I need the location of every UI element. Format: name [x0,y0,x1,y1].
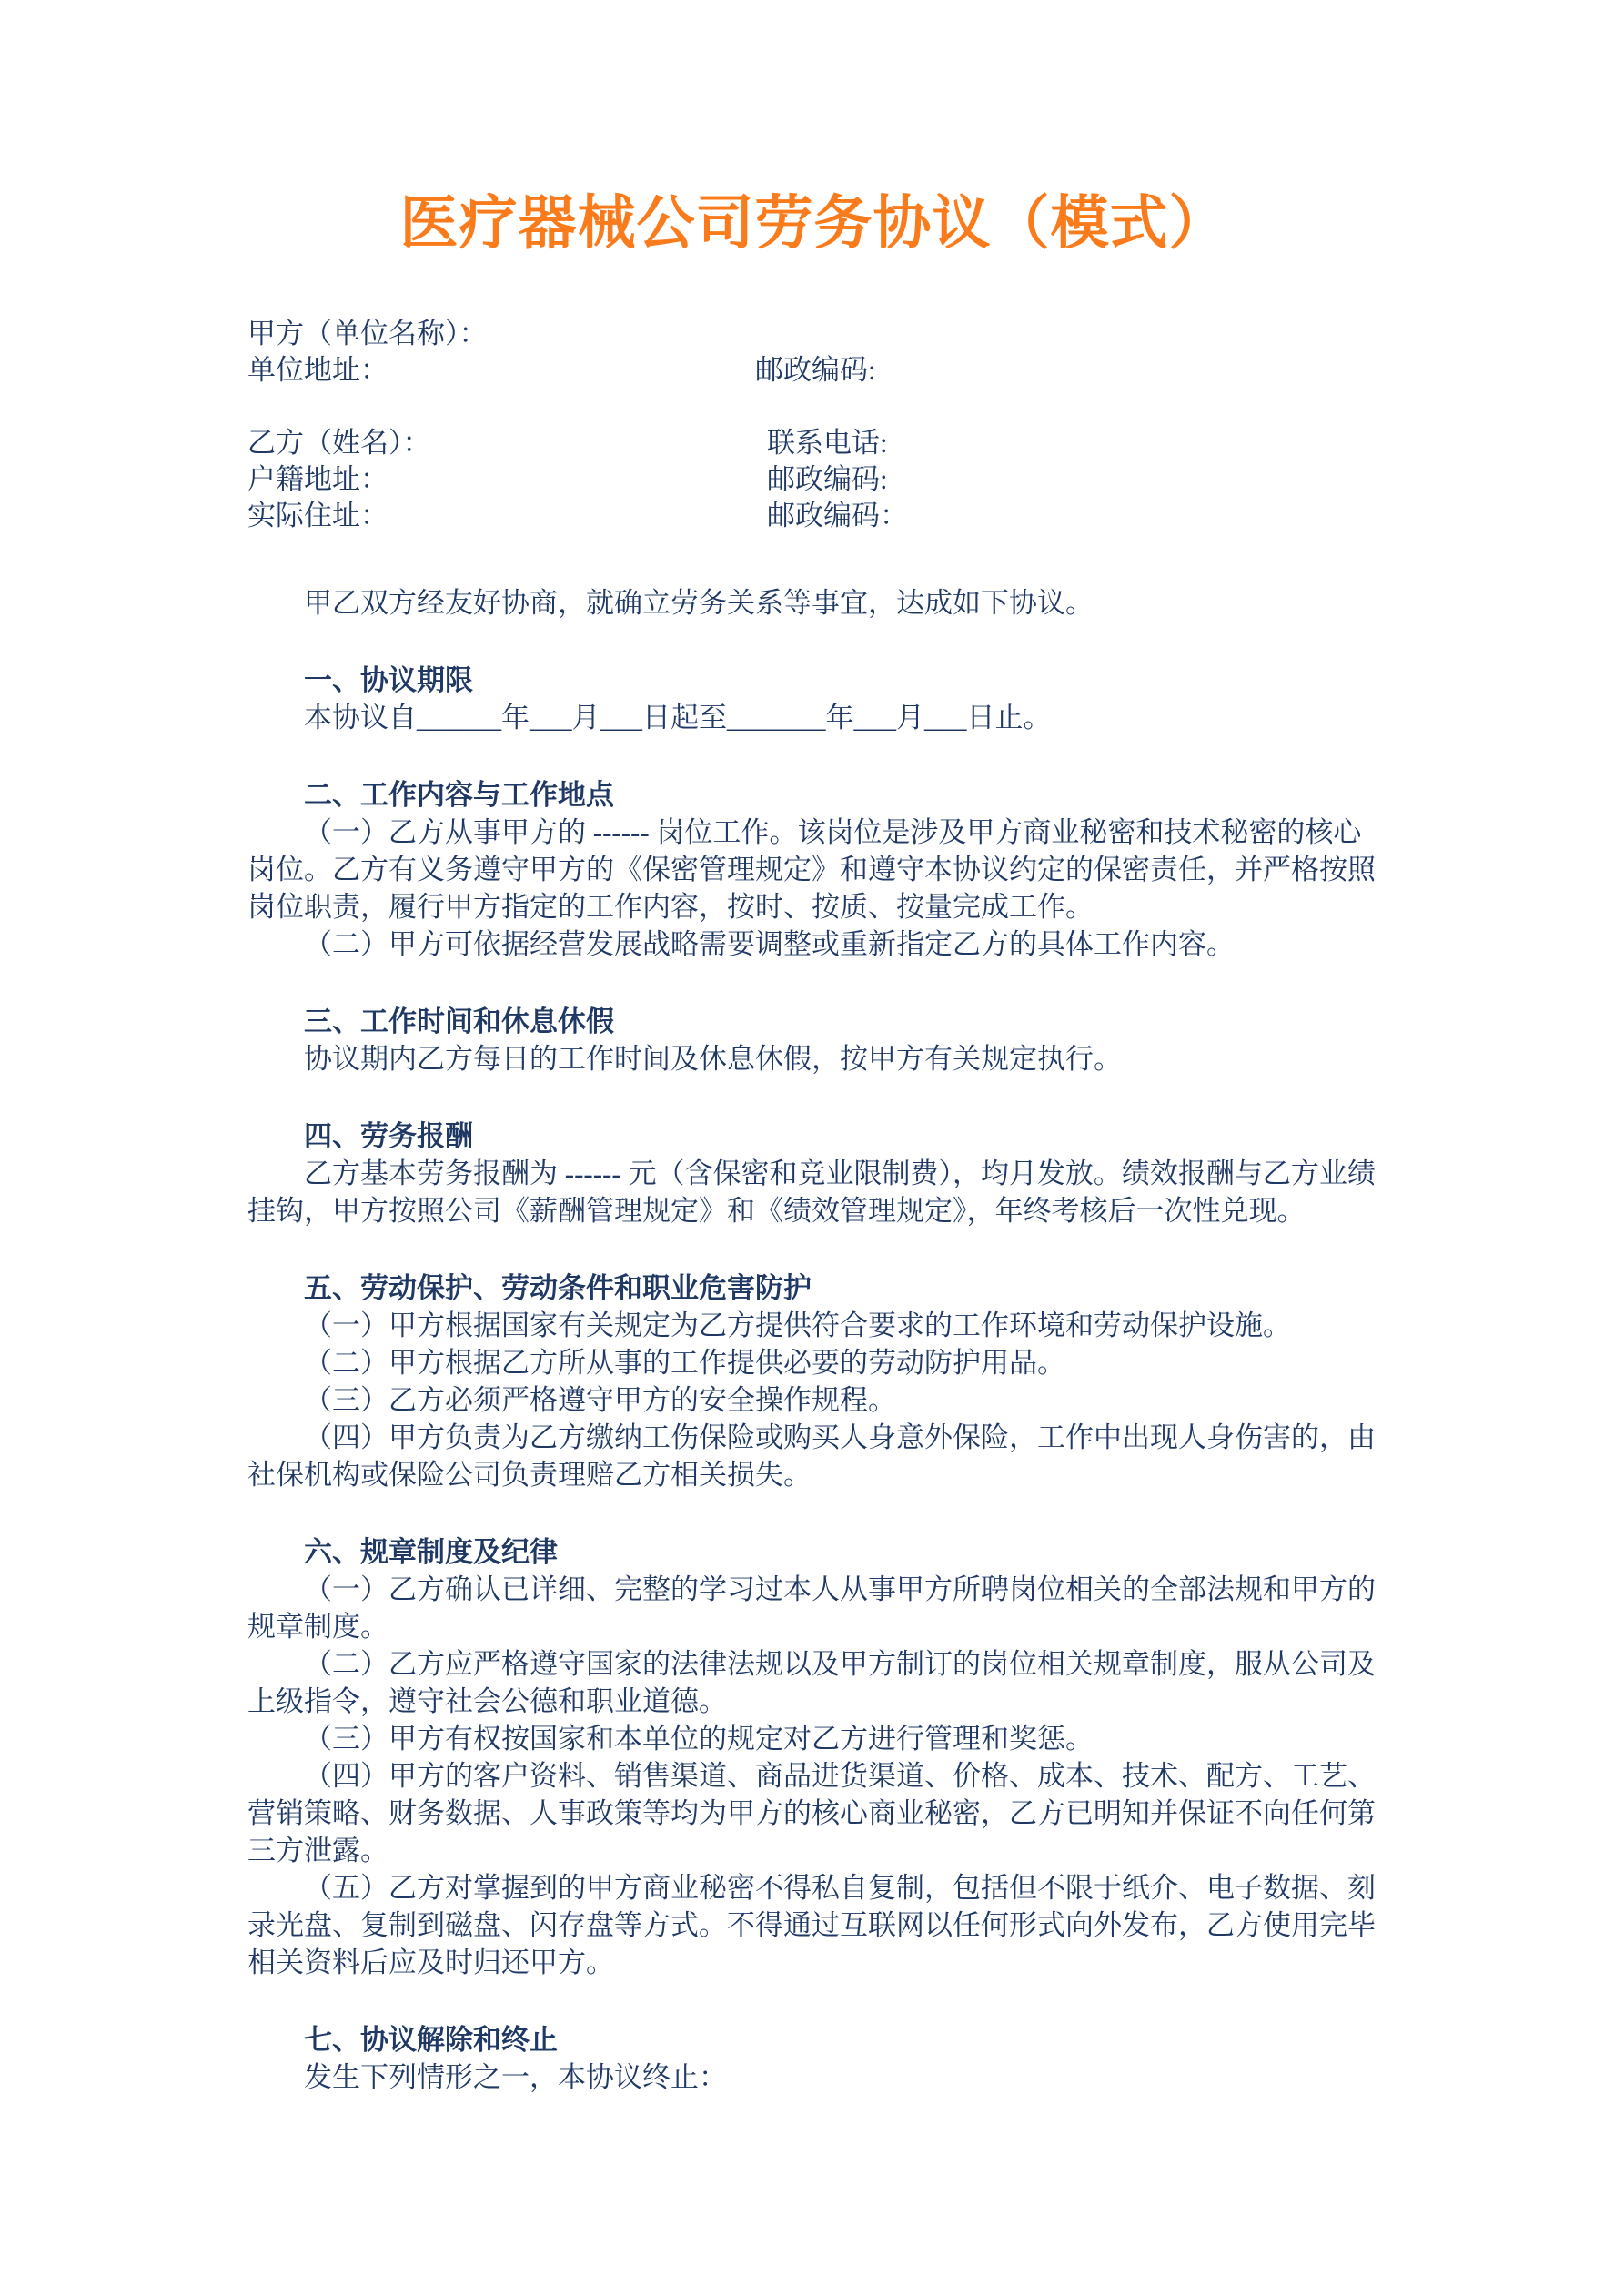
section-6-paragraph-3: （三）甲方有权按国家和本单位的规定对乙方进行管理和奖惩。 [304,1723,1094,1755]
header-spacer [247,389,1380,425]
party-a-row [247,316,1380,352]
actual-address-row [247,498,1380,534]
party-b-row [247,425,1380,461]
section-2-paragraph-2: （二）甲方可依据经营发展战略需要调整或重新指定乙方的具体工作内容。 [304,928,1235,960]
section-5-paragraph-4: （四）甲方负责为乙方缴纳工伤保险或购买人身意外保险，工作中出现人身伤害的，由社保机构或保险公司负责理赔乙方相关损失。 [247,1421,1376,1491]
document-content [247,0,1380,2096]
section-6-paragraph-2: （二）乙方应严格遵守国家的法律法规以及甲方制订的岗位相关规章制度，服从公司及上级指令，遵守社会公德和职业道德。 [247,1648,1376,1717]
section-5-paragraph-3: （三）乙方必须严格遵守甲方的安全操作规程。 [304,1384,896,1416]
section-4-paragraph: 乙方基本劳务报酬为 ------ 元（含保密和竞业限制费），均月发放。绩效报酬与乙方业绩挂钩，甲方按照公司《薪酬管理规定》和《绩效管理规定》，年终考核后一次性兑现。 [247,1158,1376,1227]
section-1-heading: 一、协议期限 [304,664,473,696]
section-3-paragraph: 协议期内乙方每日的工作时间及休息休假，按甲方有关规定执行。 [304,1043,1122,1075]
section-1-paragraph: 本协议自______年___月___日起至_______年___月___日止。 [304,702,1052,733]
section-4-heading: 四、劳务报酬 [304,1120,473,1152]
party-info-block [247,316,1380,534]
document-title: 医疗器械公司劳务协议（模式） [399,191,1228,256]
section-6 [247,1533,1380,1981]
section-5-paragraph-1: （一）甲方根据国家有关规定为乙方提供符合要求的工作环境和劳动保护设施。 [304,1310,1291,1341]
section-3-heading: 三、工作时间和休息休假 [304,1006,614,1037]
section-2-paragraph-1: （一）乙方从事甲方的 ------ 岗位工作。该岗位是涉及甲方商业秘密和技术秘密的核心岗位。乙方有义务遵守甲方的《保密管理规定》和遵守本协议约定的保密责任，并严格按照岗位职责，履行甲方指定的工作内容，按时、按质、按量完成工作。 [247,816,1376,923]
postal-code-label-3: 邮政编码： [767,500,908,531]
section-4 [247,1118,1380,1229]
party-a-name-value [755,316,1380,352]
section-7 [247,2021,1380,2096]
contact-phone-label: 联系电话: [767,427,888,459]
section-7-paragraph: 发生下列情形之一，本协议终止： [304,2061,727,2093]
section-6-paragraph-5: （五）乙方对掌握到的甲方商业秘密不得私自复制，包括但不限于纸介、电子数据、刻录光盘、复制到磁盘、闪存盘等方式。不得通过互联网以任何形式向外发布，乙方使用完毕相关资料后应及时归还甲方。 [247,1872,1376,1978]
postal-code-label-1: 邮政编码: [755,354,876,386]
section-7-heading: 七、协议解除和终止 [304,2024,558,2056]
party-a-name-label: 甲方（单位名称）： [247,318,488,349]
section-2-heading: 二、工作内容与工作地点 [304,779,614,811]
section-5 [247,1269,1380,1493]
section-2 [247,776,1380,963]
section-3 [247,1003,1380,1077]
intro-paragraph: 甲乙双方经友好协商，就确立劳务关系等事宜，达成如下协议。 [304,587,1094,619]
section-6-paragraph-1: （一）乙方确认已详细、完整的学习过本人从事甲方所聘岗位相关的全部法规和甲方的规章制度。 [247,1573,1376,1643]
registered-address-row [247,461,1380,498]
section-5-paragraph-2: （二）甲方根据乙方所从事的工作提供必要的劳动防护用品。 [304,1347,1065,1379]
registered-address-label: 户籍地址： [247,463,388,495]
section-6-heading: 六、规章制度及纪律 [304,1536,558,1568]
section-1 [247,662,1380,736]
actual-address-label: 实际住址： [247,500,388,531]
company-address-row [247,352,1380,389]
company-address-label: 单位地址： [247,354,388,386]
section-6-paragraph-4: （四）甲方的客户资料、销售渠道、商品进货渠道、价格、成本、技术、配方、工艺、营销策略、财务数据、人事政策等均为甲方的核心商业秘密，乙方已明知并保证不向任何第三方泄露。 [247,1760,1376,1866]
party-b-name-label: 乙方（姓名）： [247,427,431,459]
section-5-heading: 五、劳动保护、劳动条件和职业危害防护 [304,1272,812,1304]
postal-code-label-2: 邮政编码: [767,463,888,495]
